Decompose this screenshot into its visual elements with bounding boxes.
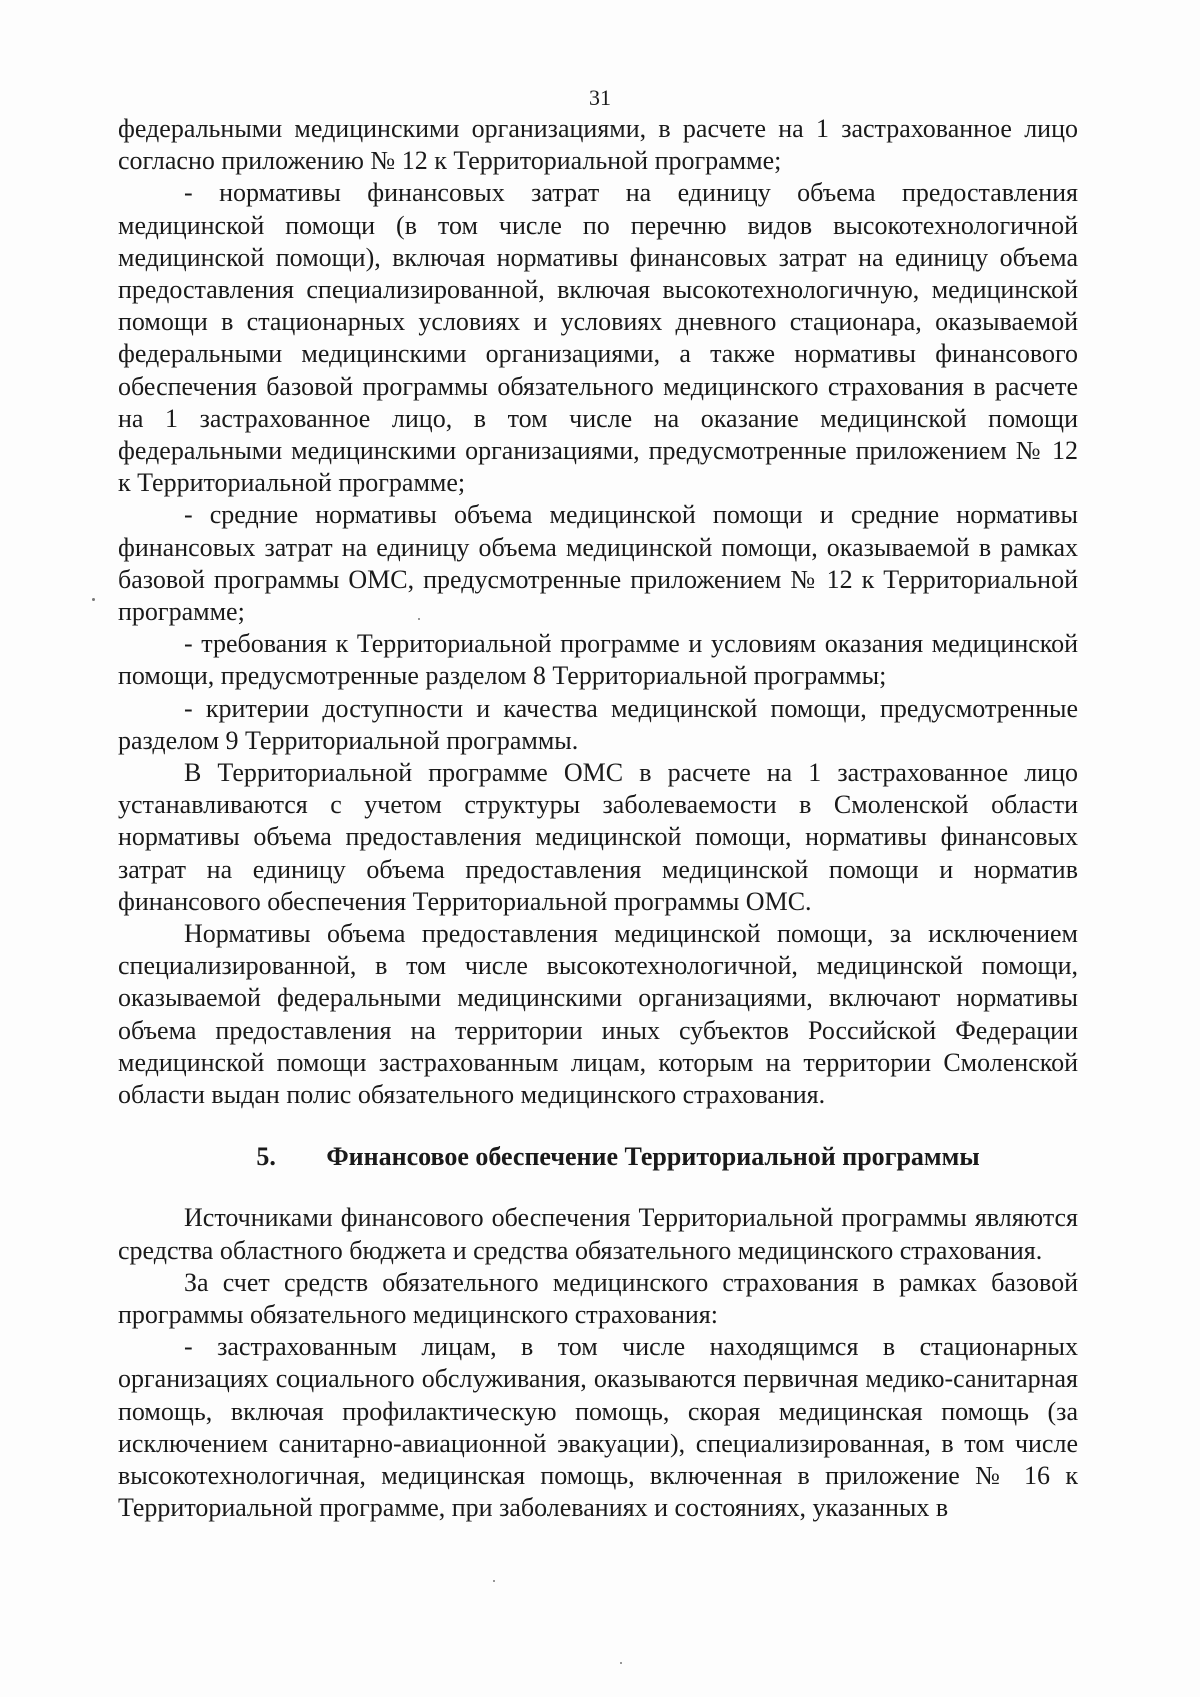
paragraph: - критерии доступности и качества медицинской помощи, предусмотренные разделом 9 Территориальной программы.: [118, 693, 1078, 755]
paragraph: Нормативы объема предоставления медицинской помощи, за исключением специализированной, в том числе высокотехнологичной, медицинской помощи, оказываемой федеральными медицинскими организациями, включают нормативы объема предоставления на территории иных субъектов Российской Федерации медицинской помощи застрахованным лицам, которым на территории Смоленской области выдан полис обязательного медицинского страхования.: [118, 919, 1078, 1110]
paragraph: - застрахованным лицам, в том числе находящимся в стационарных организациях социального обслуживания, оказываются первичная медико-санитарная помощь, включая профилактическую помощь, скорая медицинская помощь (за исключением санитарно-авиационной эвакуации), специализированная, в том числе высокотехнологичная, медицинская помощь, включенная в приложение № 16 к Территориальной программе, при заболеваниях и состояниях, указанных в: [118, 1332, 1078, 1523]
scan-speck: [92, 598, 95, 601]
document-body: [118, 113, 1078, 1524]
paragraph: - требования к Территориальной программе и условиям оказания медицинской помощи, предусмотренные разделом 8 Территориальной программы;: [118, 629, 1078, 691]
scan-speck: [620, 1662, 622, 1664]
paragraph: Источниками финансового обеспечения Территориальной программы являются средства областного бюджета и средства обязательного медицинского страхования.: [118, 1203, 1078, 1265]
scan-speck: [493, 1580, 495, 1582]
section-title: Финансовое обеспечение Территориальной программы: [326, 1142, 980, 1172]
section-number: 5.: [256, 1142, 276, 1172]
paragraph: - средние нормативы объема медицинской помощи и средние нормативы финансовых затрат на единицу объема медицинской помощи, оказываемой в рамках базовой программы ОМС, предусмотренные приложением № 12 к Территориальной программе;: [118, 500, 1078, 627]
paragraph: За счет средств обязательного медицинского страхования в рамках базовой программы обязательного медицинского страхования:: [118, 1267, 1078, 1329]
page-number: 31: [589, 85, 611, 110]
paragraph: - нормативы финансовых затрат на единицу объема предоставления медицинской помощи (в том числе по перечню видов высокотехнологичной медицинской помощи), включая нормативы финансовых затрат на единицу объема предоставления специализированной, включая высокотехнологичную, медицинской помощи в стационарных условиях и условиях дневного стационара, оказываемой федеральными медицинскими организациями, а также нормативы финансового обеспечения базовой программы обязательного медицинского страхования в расчете на 1 застрахованное лицо, в том числе на оказание медицинской помощи федеральными медицинскими организациями, предусмотренные приложением № 12 к Территориальной программе;: [118, 178, 1078, 498]
scan-speck: [418, 618, 420, 620]
paragraph: федеральными медицинскими организациями, в расчете на 1 застрахованное лицо согласно приложению № 12 к Территориальной программе;: [118, 114, 1078, 176]
paragraph: В Территориальной программе ОМС в расчете на 1 застрахованное лицо устанавливаются с учетом структуры заболеваемости в Смоленской области нормативы объема предоставления медицинской помощи, нормативы финансовых затрат на единицу объема предоставления медицинской помощи и норматив финансового обеспечения Территориальной программы ОМС.: [118, 758, 1078, 916]
section-heading: [118, 1141, 1078, 1173]
